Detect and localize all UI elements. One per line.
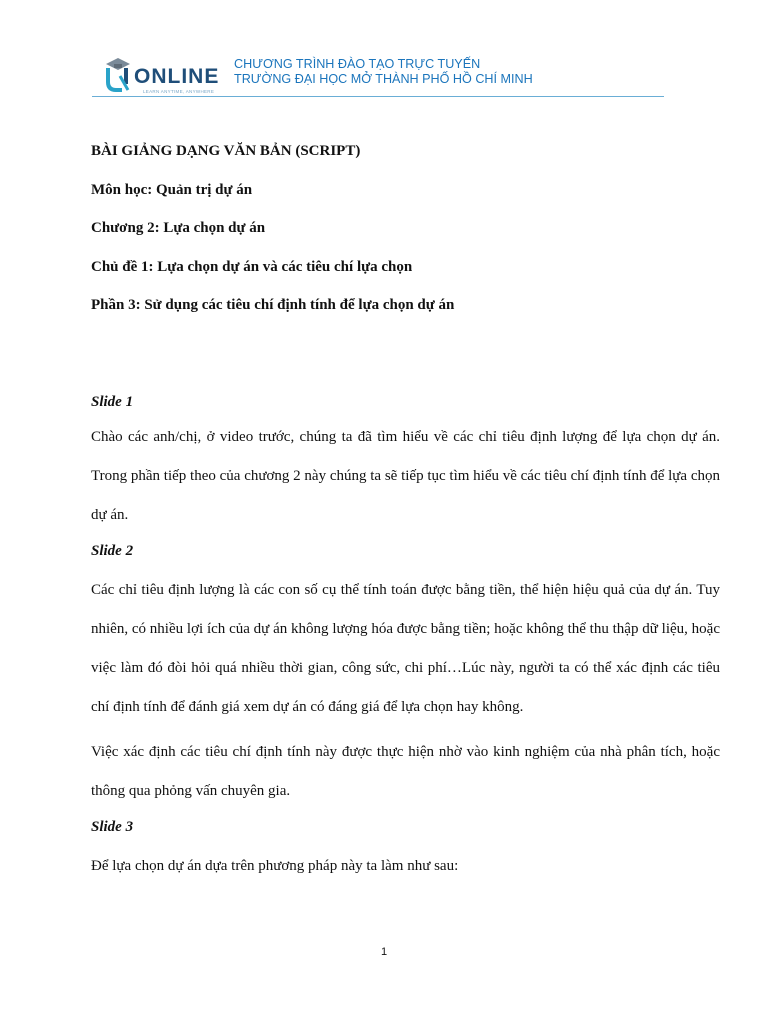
slide-label: Slide 1 [91, 394, 134, 410]
paragraph: Để lựa chọn dự án dựa trên phương pháp này ta làm như sau: [91, 858, 459, 874]
doc-type-heading: BÀI GIẢNG DẠNG VĂN BẢN (SCRIPT) [91, 143, 361, 159]
online-logo [100, 52, 220, 96]
slide-label: Slide 3 [91, 819, 134, 835]
chapter-heading: Chương 2: Lựa chọn dự án [91, 220, 266, 236]
logo-tagline: LEARN ANYTIME, ANYWHERE [143, 89, 215, 94]
paragraph: Các chỉ tiêu định lượng là các con số cụ thể tính toán được bằng tiền, thể hiện hiệu quả của dự án. Tuy nhiên, có nhiều lợi ích của dự án không lượng hóa được bằng tiền; hoặc không thể thu thập dữ liệu, hoặc việc làm đó đòi hỏi quá nhiều thời gian, công sức, chi phí…Lúc này, người ta có thể xác định các tiêu chí định tính để đánh giá xem dự án có đáng giá để lựa chọn hay không. [91, 582, 720, 715]
header-divider [92, 96, 664, 97]
logo-wordmark: ONLINE [134, 65, 220, 88]
university-title: TRƯỜNG ĐẠI HỌC MỞ THÀNH PHỐ HỒ CHÍ MINH [234, 72, 533, 86]
topic-heading: Chủ đề 1: Lựa chọn dự án và các tiêu chí lựa chọn [91, 258, 413, 275]
document-body [91, 141, 720, 886]
program-title: CHƯƠNG TRÌNH ĐÀO TẠO TRỰC TUYẾN [234, 57, 481, 71]
slide-label: Slide 2 [91, 543, 134, 559]
part-heading: Phần 3: Sử dụng các tiêu chí định tính để lựa chọn dự án [91, 297, 455, 313]
subject-heading: Môn học: Quản trị dự án [91, 181, 253, 198]
paragraph: Việc xác định các tiêu chí định tính này được thực hiện nhờ vào kinh nghiệm của nhà phân tích, hoặc thông qua phỏng vấn chuyên gia. [91, 744, 720, 799]
paragraph: Chào các anh/chị, ở video trước, chúng ta đã tìm hiểu về các chỉ tiêu định lượng để lựa chọn dự án. Trong phần tiếp theo của chương 2 này chúng ta sẽ tiếp tục tìm hiểu về các tiêu chí định tính để lựa chọn dự án. [91, 429, 720, 523]
institution-name [234, 57, 533, 87]
document-header [92, 48, 664, 98]
page-number: 1 [380, 946, 388, 958]
graduation-cap-icon [100, 54, 134, 94]
